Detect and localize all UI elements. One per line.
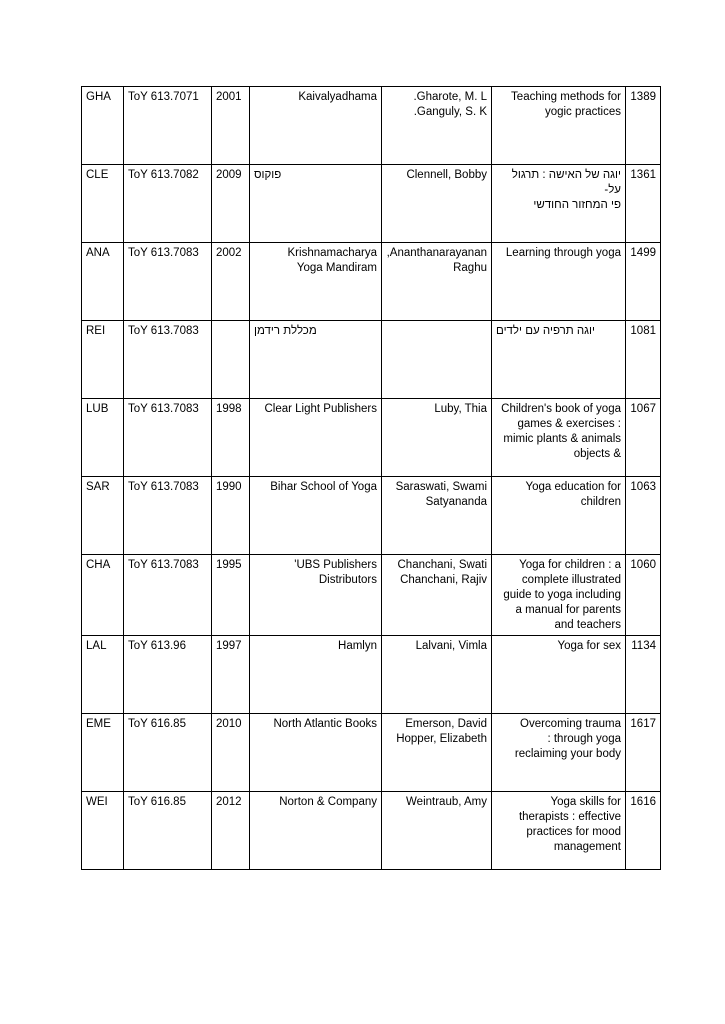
author-cell: Weintraub, Amy [382, 792, 492, 870]
title-cell: Yoga for sex [492, 636, 626, 714]
publisher-cell: 'UBS Publishers Distributors [250, 555, 382, 636]
year-cell: 1995 [212, 555, 250, 636]
publisher-cell: Norton & Company [250, 792, 382, 870]
author-code-cell: ANA [82, 243, 124, 321]
author-code-cell: CLE [82, 165, 124, 243]
table-row [82, 321, 661, 399]
year-cell: 2010 [212, 714, 250, 792]
publisher-cell: Hamlyn [250, 636, 382, 714]
publisher-cell: Bihar School of Yoga [250, 477, 382, 555]
year-cell: 1998 [212, 399, 250, 477]
title-cell: Yoga education for children [492, 477, 626, 555]
record-number-cell: 1134 [626, 636, 661, 714]
year-cell: 2001 [212, 87, 250, 165]
publisher-cell: Kaivalyadhama [250, 87, 382, 165]
title-cell: Children's book of yoga games & exercises : mimic plants & animals objects & [492, 399, 626, 477]
title-cell: Learning through yoga [492, 243, 626, 321]
publisher-cell: Clear Light Publishers [250, 399, 382, 477]
publisher-cell: פוקוס [250, 165, 382, 243]
call-number-cell: ToY 616.85 [124, 714, 212, 792]
table-row [82, 87, 661, 165]
record-number-cell: 1081 [626, 321, 661, 399]
table-row [82, 714, 661, 792]
year-cell: 1990 [212, 477, 250, 555]
title-cell: Overcoming trauma : through yoga reclaiming your body [492, 714, 626, 792]
call-number-cell: ToY 613.7083 [124, 399, 212, 477]
catalog-body [82, 87, 661, 870]
record-number-cell: 1616 [626, 792, 661, 870]
year-cell: 2009 [212, 165, 250, 243]
author-code-cell: SAR [82, 477, 124, 555]
call-number-cell: ToY 613.7071 [124, 87, 212, 165]
table-row [82, 792, 661, 870]
call-number-cell: ToY 613.7083 [124, 243, 212, 321]
year-cell: 1997 [212, 636, 250, 714]
table-row [82, 399, 661, 477]
author-cell: .Gharote, M. L .Ganguly, S. K [382, 87, 492, 165]
year-cell: 2012 [212, 792, 250, 870]
author-cell: Chanchani, Swati Chanchani, Rajiv [382, 555, 492, 636]
title-cell: Teaching methods for yogic practices [492, 87, 626, 165]
author-code-cell: GHA [82, 87, 124, 165]
title-cell: Yoga for children : a complete illustrated guide to yoga including a manual for parents and teachers [492, 555, 626, 636]
record-number-cell: 1361 [626, 165, 661, 243]
record-number-cell: 1499 [626, 243, 661, 321]
record-number-cell: 1389 [626, 87, 661, 165]
title-cell: יוגה תרפיה עם ילדים [492, 321, 626, 399]
table-row [82, 243, 661, 321]
author-code-cell: LUB [82, 399, 124, 477]
author-cell: Saraswati, Swami Satyananda [382, 477, 492, 555]
author-cell: ,Ananthanarayanan Raghu [382, 243, 492, 321]
catalog-table [81, 86, 661, 870]
author-cell [382, 321, 492, 399]
record-number-cell: 1060 [626, 555, 661, 636]
call-number-cell: ToY 613.7083 [124, 555, 212, 636]
title-cell: Yoga skills for therapists : effective practices for mood management [492, 792, 626, 870]
author-code-cell: LAL [82, 636, 124, 714]
author-cell: Lalvani, Vimla [382, 636, 492, 714]
publisher-cell: Krishnamacharya Yoga Mandiram [250, 243, 382, 321]
table-row [82, 636, 661, 714]
author-code-cell: WEI [82, 792, 124, 870]
call-number-cell: ToY 616.85 [124, 792, 212, 870]
author-code-cell: REI [82, 321, 124, 399]
call-number-cell: ToY 613.7083 [124, 321, 212, 399]
author-cell: Clennell, Bobby [382, 165, 492, 243]
record-number-cell: 1067 [626, 399, 661, 477]
title-cell: יוגה של האישה : תרגול על- פי המחזור החודשי [492, 165, 626, 243]
author-code-cell: CHA [82, 555, 124, 636]
author-cell: Luby, Thia [382, 399, 492, 477]
record-number-cell: 1617 [626, 714, 661, 792]
year-cell: 2002 [212, 243, 250, 321]
call-number-cell: ToY 613.7083 [124, 477, 212, 555]
table-row [82, 477, 661, 555]
publisher-cell: מכללת רידמן [250, 321, 382, 399]
author-cell: Emerson, David Hopper, Elizabeth [382, 714, 492, 792]
publisher-cell: North Atlantic Books [250, 714, 382, 792]
author-code-cell: EME [82, 714, 124, 792]
year-cell [212, 321, 250, 399]
call-number-cell: ToY 613.7082 [124, 165, 212, 243]
table-row [82, 555, 661, 636]
call-number-cell: ToY 613.96 [124, 636, 212, 714]
table-row [82, 165, 661, 243]
record-number-cell: 1063 [626, 477, 661, 555]
